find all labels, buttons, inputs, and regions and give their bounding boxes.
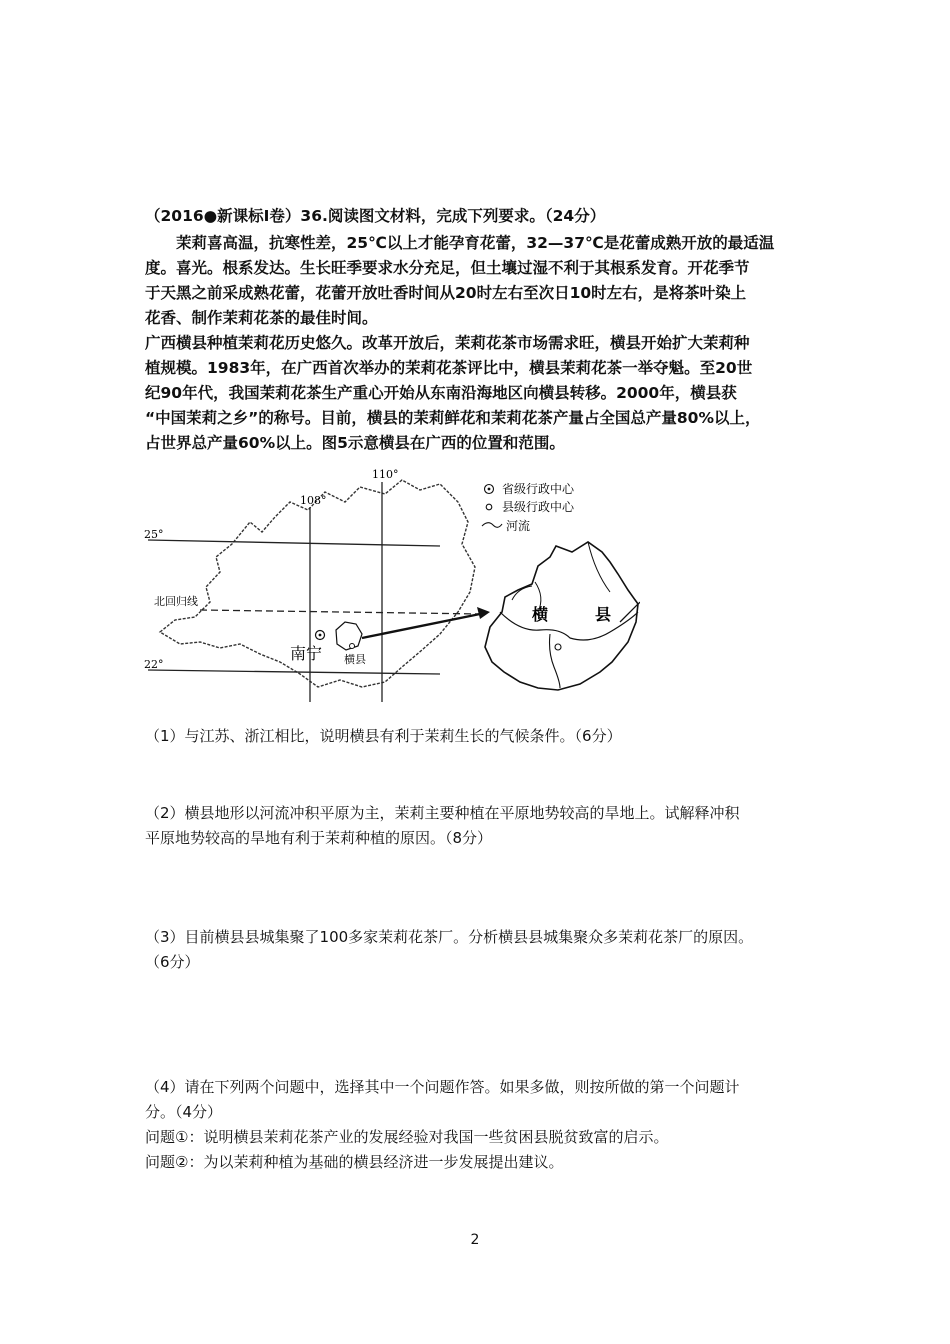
paragraph1-line: 茉莉喜高温，抗寒性差，25℃以上才能孕育花蕾，32—37℃是花蕾成熟开放的最适温: [145, 234, 775, 252]
hengxian-inset-outline: [485, 542, 638, 690]
question-3-line1: （3）目前横县县城集聚了100多家茉莉花茶厂。分析横县县城集聚众多茉莉花茶厂的原因。: [145, 928, 754, 946]
nanning-symbol-inner: [319, 634, 322, 637]
paragraph2-line: 植规模。1983年，在广西首次举办的茉莉花茶评比中，横县茉莉花茶一举夺魁。至20世: [145, 359, 753, 377]
lat-22-label: 22°: [144, 658, 164, 671]
question-2-line2: 平原地势较高的旱地有利于茉莉种植的原因。（8分）: [145, 829, 493, 847]
hengxian-small-label: 横县: [344, 653, 366, 666]
paragraph1-line: 于天黑之前采成熟花蕾，花蕾开放吐香时间从20时左右至次日10时左右，是将茶叶染上: [145, 284, 747, 302]
hengxian-small-symbol: [350, 644, 355, 649]
question-4-line2: 分。（4分）: [145, 1103, 223, 1121]
tropic-label: 北回归线: [154, 595, 198, 608]
question-header: （2016●新课标Ⅰ卷）36.阅读图文材料，完成下列要求。（24分）: [145, 207, 606, 225]
lat-25-line: [148, 540, 440, 546]
page-number: 2: [470, 1232, 480, 1248]
nanning-label: 南宁: [290, 644, 323, 663]
inset-label-xian: 县: [595, 605, 612, 624]
legend-county-symbol: [486, 504, 492, 510]
inset-arrow-head: [477, 607, 490, 619]
question-1: （1）与江苏、浙江相比，说明横县有利于茉莉生长的气候条件。（6分）: [145, 727, 622, 745]
inset-arrow-line: [362, 614, 480, 638]
question-2-line1: （2）横县地形以河流冲积平原为主，茉莉主要种植在平原地势较高的旱地上。试解释冲积: [145, 804, 740, 822]
question-3-line2: （6分）: [145, 953, 200, 971]
legend-river-symbol: [482, 523, 502, 528]
hengxian-small-outline: [336, 622, 362, 650]
paragraph2-line: 广西横县种植茉莉花历史悠久。改革开放后，茉莉花茶市场需求旺，横县开始扩大茉莉种: [145, 334, 750, 352]
guangxi-hengxian-map: [140, 462, 640, 707]
paragraph1-line: 花香、制作茉莉花茶的最佳时间。: [145, 309, 378, 327]
legend-river-label: 河流: [506, 519, 531, 533]
paragraph2-line: 纪90年代，我国茉莉花茶生产重心开始从东南沿海地区向横县转移。2000年，横县获: [145, 384, 737, 402]
lon-110-label: 110°: [372, 468, 399, 481]
lat-25-label: 25°: [144, 528, 164, 541]
paragraph2-line: 占世界总产量60%以上。图5示意横县在广西的位置和范围。: [145, 434, 565, 452]
question-4-option2: 问题②：为以茉莉种植为基础的横县经济进一步发展提出建议。: [145, 1153, 564, 1171]
question-4-option1: 问题①：说明横县茉莉花茶产业的发展经验对我国一些贫困县脱贫致富的启示。: [145, 1128, 669, 1146]
inset-river: [550, 634, 561, 688]
inset-county-seat: [555, 644, 561, 650]
paragraph1-line: 度。喜光。根系发达。生长旺季要求水分充足，但土壤过湿不利于其根系发育。开花季节: [145, 259, 750, 277]
lon-108-label: 108°: [300, 494, 327, 507]
legend-provincial-symbol-inner: [488, 488, 491, 491]
tropic-line: [200, 610, 482, 614]
inset-river: [500, 612, 638, 640]
legend-county-label: 县级行政中心: [502, 500, 575, 514]
inset-label-heng: 横: [532, 605, 549, 624]
paragraph2-line: “中国茉莉之乡”的称号。目前，横县的茉莉鲜花和茉莉花茶产量占全国总产量80%以上，: [145, 409, 761, 427]
legend-provincial-label: 省级行政中心: [502, 482, 575, 496]
question-4-line1: （4）请在下列两个问题中，选择其中一个问题作答。如果多做，则按所做的第一个问题计: [145, 1078, 740, 1096]
